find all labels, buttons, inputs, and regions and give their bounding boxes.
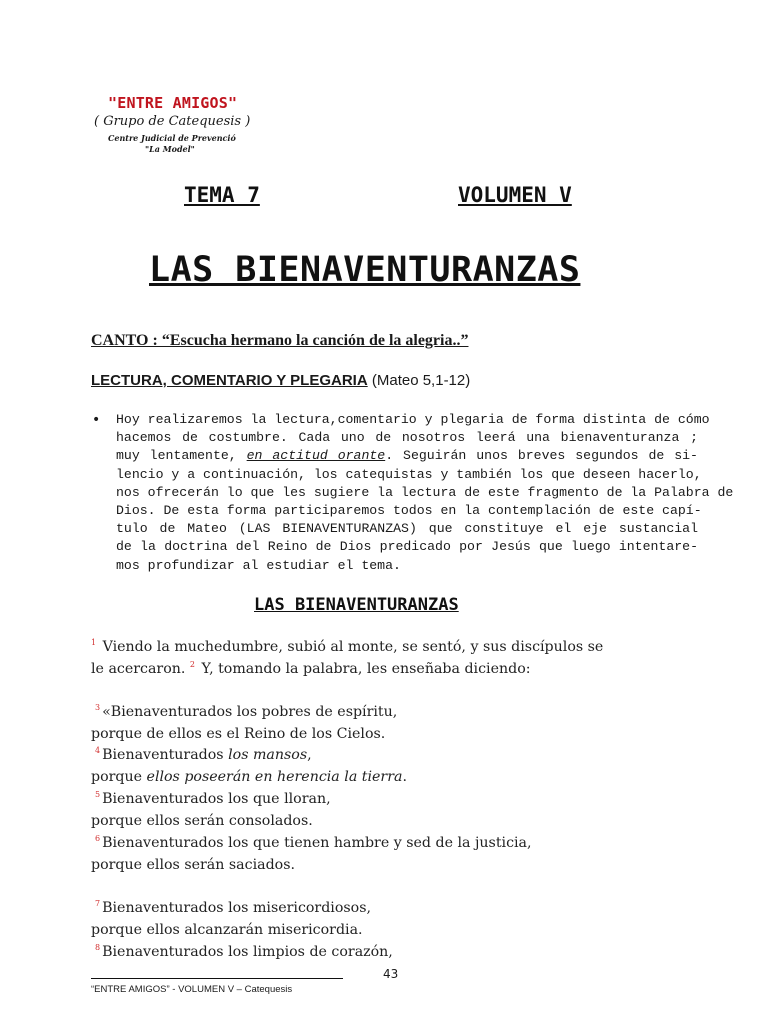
verse-number: 2 bbox=[189, 660, 196, 670]
paragraph-line: mos profundizar al estudiar el tema. bbox=[116, 557, 401, 573]
lectura-line bbox=[91, 372, 470, 389]
verse-line bbox=[91, 661, 531, 677]
verse-line bbox=[91, 639, 603, 655]
verse-number: 1 bbox=[91, 638, 97, 648]
verse-text: Y, tomando la palabra, les enseñaba diciendo: bbox=[201, 661, 531, 677]
verse-line bbox=[95, 900, 371, 916]
verse-number: 5 bbox=[95, 790, 101, 800]
tema-heading: TEMA 7 bbox=[184, 183, 260, 207]
verse-number: 4 bbox=[95, 746, 101, 756]
emphasis-text: en actitud orante bbox=[246, 448, 386, 464]
verse-text: Bienaventurados los que lloran, bbox=[102, 791, 331, 807]
verse-text: porque bbox=[91, 769, 143, 785]
logo-line-1: Centre Judicial de Prevenció bbox=[108, 133, 236, 143]
logo-title: "ENTRE AMIGOS" bbox=[108, 94, 238, 112]
verse-number: 7 bbox=[95, 899, 101, 909]
canto-line: CANTO : “Escucha hermano la canción de la alegria..” bbox=[91, 332, 469, 349]
verse-text: Bienaventurados los limpios de corazón, bbox=[102, 944, 393, 960]
paragraph-line: de la doctrina del Reino de Dios predicado por Jesús que luego intentare- bbox=[116, 539, 698, 555]
page-title: LAS BIENAVENTURANZAS bbox=[149, 250, 581, 290]
paragraph-line: lencio y a continuación, los catequistas y también los que deseen hacerlo, bbox=[116, 466, 702, 482]
paragraph-line: hacemos de costumbre. Cada uno de nosotros leerá una bienaventuranza ; bbox=[116, 430, 698, 446]
footer-divider bbox=[91, 978, 343, 979]
verse-text: . bbox=[402, 769, 407, 785]
paragraph-line: Dios. De esta forma participaremos todos en la contemplación de este capí- bbox=[116, 503, 702, 519]
verse-line bbox=[95, 944, 393, 960]
page-number: 43 bbox=[383, 967, 399, 981]
verse-number: 3 bbox=[95, 703, 101, 713]
verse-line bbox=[95, 791, 331, 807]
logo-subtitle: ( Grupo de Catequesis ) bbox=[94, 114, 251, 129]
verse-line bbox=[91, 769, 407, 785]
verse-number: 6 bbox=[95, 834, 101, 844]
verse-line bbox=[95, 835, 532, 851]
paragraph-text: . Seguirán unos breves segundos de si- bbox=[385, 448, 698, 464]
bullet-icon: • bbox=[92, 412, 101, 428]
section-title: LAS BIENAVENTURANZAS bbox=[254, 595, 459, 615]
verse-text: Bienaventurados los misericordiosos, bbox=[102, 900, 371, 916]
verse-text: Bienaventurados bbox=[102, 747, 224, 763]
verse-text: le acercaron. bbox=[91, 661, 186, 677]
paragraph-line: nos ofrecerán lo que les sugiere la lectura de este fragmento de la Palabra de bbox=[116, 484, 734, 500]
verse-text: , bbox=[307, 747, 312, 763]
verse-text: Bienaventurados los que tienen hambre y sed de la justicia, bbox=[102, 835, 532, 851]
verse-emphasis: ellos poseerán en herencia la tierra bbox=[146, 769, 403, 785]
verse-line: porque ellos alcanzarán misericordia. bbox=[91, 922, 363, 938]
verse-line: porque de ellos es el Reino de los Cielos. bbox=[91, 726, 386, 742]
paragraph-line bbox=[116, 447, 698, 465]
verse-line: porque ellos serán saciados. bbox=[91, 857, 295, 873]
verse-line bbox=[95, 747, 312, 763]
verse-text: «Bienaventurados los pobres de espíritu, bbox=[102, 704, 398, 720]
volumen-heading: VOLUMEN V bbox=[458, 183, 572, 207]
paragraph-line: tulo de Mateo (LAS BIENAVENTURANZAS) que constituye el eje sustancial bbox=[116, 521, 698, 537]
lectura-reference: (Mateo 5,1-12) bbox=[371, 372, 471, 389]
paragraph-line: Hoy realizaremos la lectura,comentario y plegaria de forma distinta de cómo bbox=[116, 412, 710, 427]
intro-paragraph bbox=[116, 411, 734, 575]
lectura-label: LECTURA, COMENTARIO Y PLEGARIA bbox=[91, 372, 368, 389]
verse-line: porque ellos serán consolados. bbox=[91, 813, 313, 829]
logo-line-2: "La Model" bbox=[145, 144, 195, 154]
verse-text: Viendo la muchedumbre, subió al monte, se sentó, y sus discípulos se bbox=[102, 639, 604, 655]
verse-line bbox=[95, 704, 397, 720]
footer-text: “ENTRE AMIGOS” - VOLUMEN V – Catequesis bbox=[91, 984, 293, 995]
verse-emphasis: los mansos bbox=[228, 747, 308, 763]
paragraph-text: muy lentamente, bbox=[116, 448, 237, 464]
verse-number: 8 bbox=[95, 943, 101, 953]
